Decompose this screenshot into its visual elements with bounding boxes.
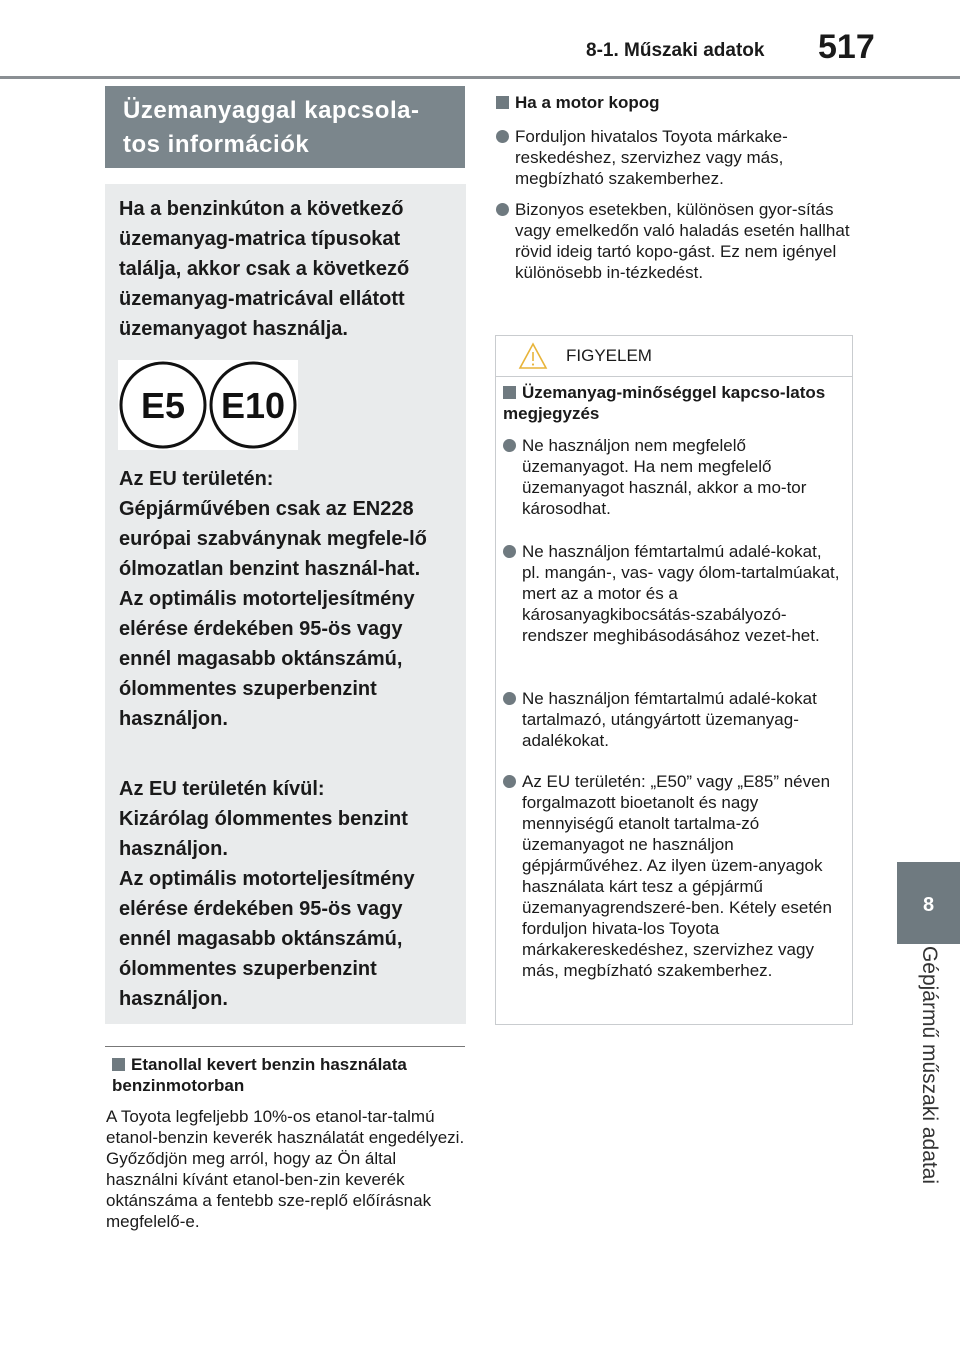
warning-bullet-2: Ne használjon fémtartalmú adalé-kokat, pl. mangán-, vas- vagy ólom-tartalmúakat, mert az a motor és a károsanyagkibocsátás-szabályozó-rendszer meghibásodásához vezet-het. — [503, 541, 843, 646]
fuel-label-badges — [118, 360, 298, 450]
eu-section — [119, 464, 459, 734]
chapter-tab — [897, 862, 960, 944]
non-eu-text-2: Az optimális motorteljesítmény elérése érdekében 95-ös vagy ennél magasabb oktánszámú, ólommentes szuperbenzint használjon. — [119, 868, 415, 1010]
chapter-number: 8 — [922, 894, 935, 916]
bullet-dot-icon — [496, 130, 509, 143]
warning-bullet-1: Ne használjon nem megfelelő üzemanyagot. Ha nem megfelelő üzemanyagot használ, akkor a mo-tor károsodhat. — [503, 435, 843, 519]
eu-heading: Az EU területén: — [119, 468, 274, 490]
eu-text-1: Gépjárművében csak az EN228 európai szabványnak megfele-lő ólmozatlan benzint használ-hat. — [119, 498, 427, 580]
bullet-dot-icon — [503, 692, 516, 705]
fuel-info-box — [105, 184, 466, 1024]
section-heading-line2: tos információk — [123, 131, 310, 158]
bullet-dot-icon — [496, 203, 509, 216]
fuel-intro: Ha a benzinkúton a következő üzemanyag-matrica típusokat találja, akkor csak a következő üzemanyag-matricával ellátott üzemanyagot használja. — [119, 198, 410, 340]
knock-bullet-2: Bizonyos esetekben, különösen gyor-sítás vagy emelkedőn való haladás esetén hallhat rövid ideig tartó kopo-gást. Ez nem igényel különösebb in-tézkedést. — [496, 199, 852, 283]
ethanol-heading: Etanollal kevert benzin használata benzinmotorban — [112, 1055, 407, 1095]
square-bullet-icon — [503, 386, 516, 399]
non-eu-text-1: Kizárólag ólommentes benzint használjon. — [119, 808, 408, 860]
header-divider — [0, 76, 960, 79]
e5-e10-badge-icon — [118, 360, 298, 450]
badge-e10: E10 — [220, 385, 286, 426]
warning-box — [495, 335, 853, 1025]
bullet-dot-icon — [503, 775, 516, 788]
warning-bullet-4: Az EU területén: „E50” vagy „E85” néven forgalmazott bioetanolt és nagy mennyiségű etanolt tartalma-zó üzemanyagot ne használjon gépjárművéhez. Az ilyen üzem-anyagok használata kárt tesz a gépjármű üzemanyagrendszeré-ben. Kétely esetén forduljon hivata-los Toyota márkakereskedéshez, szervizhez vagy más, megbízható szakemberhez. — [503, 771, 843, 981]
knock-bullet-1: Forduljon hivatalos Toyota márkake-reskedéshez, szervizhez vagy más, megbízható szakemberhez. — [496, 126, 852, 189]
badge-e5: E5 — [140, 385, 186, 426]
chapter-label: Gépjármű műszaki adatai — [918, 945, 941, 1185]
warning-title: FIGYELEM — [566, 346, 652, 365]
square-bullet-icon — [496, 96, 509, 109]
warning-triangle-icon — [518, 342, 548, 370]
knock-heading: Ha a motor kopog — [496, 92, 852, 113]
bullet-dot-icon — [503, 439, 516, 452]
non-eu-heading: Az EU területén kívül: — [119, 778, 325, 800]
section-heading-line1: Üzemanyaggal kapcsola- — [123, 97, 420, 124]
warning-header — [496, 336, 852, 377]
section-heading-box — [105, 86, 465, 168]
bullet-dot-icon — [503, 545, 516, 558]
page-number: 517 — [818, 28, 875, 66]
warning-heading: Üzemanyag-minőséggel kapcso-latos megjegyzés — [503, 383, 826, 423]
divider — [105, 1046, 465, 1047]
warning-bullet-3: Ne használjon fémtartalmú adalé-kokat tartalmazó, utángyártott üzemanyag-adalékokat. — [503, 688, 843, 751]
non-eu-section — [119, 774, 459, 1014]
section-title: 8-1. Műszaki adatok — [586, 40, 765, 61]
eu-text-2: Az optimális motorteljesítmény elérése érdekében 95-ös vagy ennél magasabb oktánszámú, ólommentes szuperbenzint használjon. — [119, 588, 415, 730]
ethanol-text: A Toyota legfeljebb 10%-os etanol-tar-talmú etanol-benzin keverék használatát engedélyezi. Győződjön meg arról, hogy az Ön által használni kívánt etanol-ben-zin keverék oktánszáma a fentebb sze-replő előírásnak megfelelő-e. — [106, 1107, 465, 1231]
square-bullet-icon — [112, 1058, 125, 1071]
